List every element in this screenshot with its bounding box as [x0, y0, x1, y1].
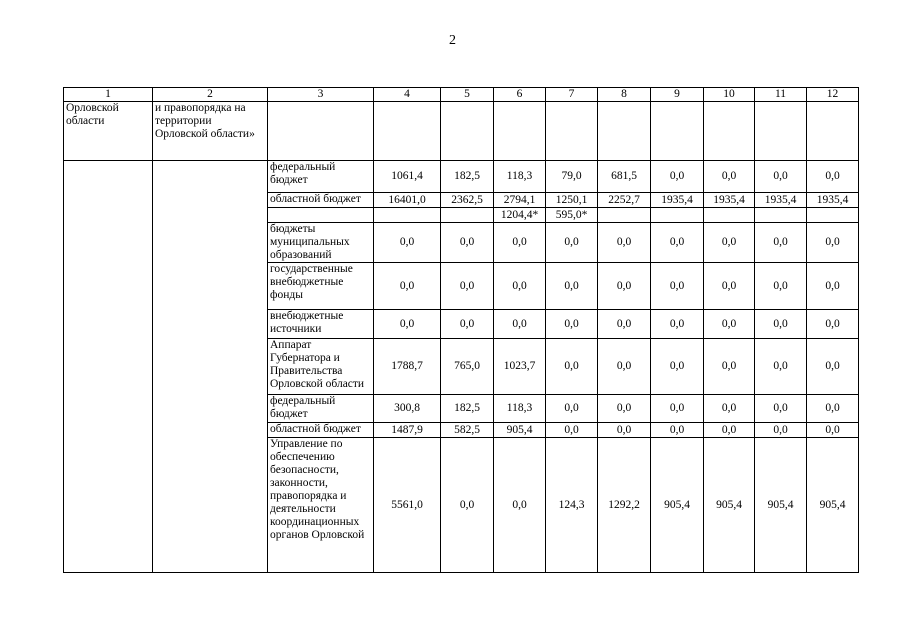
value-cell: 595,0*	[546, 208, 598, 223]
value-cell: 0,0	[651, 263, 704, 310]
value-cell: 1935,4	[807, 193, 859, 208]
value-cell: 182,5	[441, 395, 494, 423]
value-cell: 300,8	[374, 395, 441, 423]
value-cell: 1935,4	[651, 193, 704, 208]
source-label: Аппарат Губернатора и Правительства Орловской области	[268, 339, 374, 395]
value-cell: 0,0	[807, 339, 859, 395]
value-cell: 0,0	[704, 339, 755, 395]
value-cell: 0,0	[807, 263, 859, 310]
header-cell: 8	[598, 88, 651, 102]
source-label: внебюджетные источники	[268, 310, 374, 339]
empty-cell	[153, 161, 268, 573]
value-cell	[807, 208, 859, 223]
source-label: Управление по обеспечению безопасности, законности, правопорядка и деятельности координационных органов Орловской	[268, 438, 374, 573]
program-name-cell: и правопорядка на территории Орловской области»	[153, 102, 268, 161]
value-cell: 79,0	[546, 161, 598, 193]
value-cell: 0,0	[441, 310, 494, 339]
value-cell: 2252,7	[598, 193, 651, 208]
value-cell: 0,0	[598, 310, 651, 339]
value-cell: 2362,5	[441, 193, 494, 208]
value-cell	[374, 208, 441, 223]
value-cell: 1487,9	[374, 423, 441, 438]
value-cell: 0,0	[441, 263, 494, 310]
value-cell: 0,0	[704, 263, 755, 310]
header-cell: 7	[546, 88, 598, 102]
value-cell: 0,0	[374, 263, 441, 310]
header-cell: 5	[441, 88, 494, 102]
program-title-row	[64, 102, 859, 161]
value-cell: 0,0	[494, 438, 546, 573]
value-cell: 905,4	[807, 438, 859, 573]
value-cell: 1788,7	[374, 339, 441, 395]
value-cell: 0,0	[651, 223, 704, 263]
source-label: областной бюджет	[268, 193, 374, 208]
value-cell: 905,4	[651, 438, 704, 573]
header-row	[64, 88, 859, 102]
header-cell: 4	[374, 88, 441, 102]
value-cell: 5561,0	[374, 438, 441, 573]
value-cell: 118,3	[494, 161, 546, 193]
value-cell: 0,0	[755, 339, 807, 395]
value-cell: 681,5	[598, 161, 651, 193]
value-cell: 1204,4*	[494, 208, 546, 223]
value-cell: 0,0	[755, 423, 807, 438]
value-cell: 0,0	[494, 223, 546, 263]
value-cell: 1935,4	[704, 193, 755, 208]
header-cell: 2	[153, 88, 268, 102]
value-cell: 0,0	[598, 423, 651, 438]
source-label: федеральный бюджет	[268, 395, 374, 423]
value-cell: 118,3	[494, 395, 546, 423]
empty-cell	[64, 161, 153, 573]
header-cell: 3	[268, 88, 374, 102]
header-cell: 1	[64, 88, 153, 102]
value-cell: 0,0	[807, 161, 859, 193]
value-cell: 182,5	[441, 161, 494, 193]
value-cell	[441, 208, 494, 223]
value-cell	[651, 208, 704, 223]
value-cell: 0,0	[598, 223, 651, 263]
header-cell: 11	[755, 88, 807, 102]
source-label: областной бюджет	[268, 423, 374, 438]
value-cell: 0,0	[807, 395, 859, 423]
value-cell: 0,0	[651, 310, 704, 339]
value-cell: 765,0	[441, 339, 494, 395]
header-cell: 10	[704, 88, 755, 102]
value-cell: 0,0	[441, 223, 494, 263]
source-label	[268, 208, 374, 223]
value-cell: 0,0	[441, 438, 494, 573]
region-cell: Орловской области	[64, 102, 153, 161]
value-cell: 124,3	[546, 438, 598, 573]
budget-table	[63, 87, 859, 573]
value-cell: 0,0	[807, 310, 859, 339]
value-cell: 0,0	[494, 263, 546, 310]
value-cell: 0,0	[704, 423, 755, 438]
value-cell: 0,0	[546, 263, 598, 310]
table-row	[64, 161, 859, 193]
value-cell: 0,0	[704, 223, 755, 263]
value-cell: 0,0	[755, 310, 807, 339]
value-cell: 0,0	[704, 310, 755, 339]
value-cell: 0,0	[598, 263, 651, 310]
value-cell: 1935,4	[755, 193, 807, 208]
value-cell: 0,0	[755, 223, 807, 263]
source-label: бюджеты муниципальных образований	[268, 223, 374, 263]
value-cell: 0,0	[546, 339, 598, 395]
value-cell	[755, 208, 807, 223]
value-cell: 0,0	[374, 223, 441, 263]
value-cell: 582,5	[441, 423, 494, 438]
value-cell: 0,0	[704, 161, 755, 193]
value-cell: 905,4	[494, 423, 546, 438]
value-cell: 0,0	[598, 339, 651, 395]
value-cell: 0,0	[546, 423, 598, 438]
header-cell: 9	[651, 88, 704, 102]
value-cell: 2794,1	[494, 193, 546, 208]
page-number: 2	[449, 33, 456, 48]
value-cell: 0,0	[546, 223, 598, 263]
value-cell: 0,0	[651, 339, 704, 395]
value-cell: 0,0	[755, 263, 807, 310]
value-cell	[704, 208, 755, 223]
value-cell: 1061,4	[374, 161, 441, 193]
source-label: государственные внебюджетные фонды	[268, 263, 374, 310]
value-cell: 905,4	[755, 438, 807, 573]
value-cell: 0,0	[494, 310, 546, 339]
value-cell: 0,0	[598, 395, 651, 423]
source-label: федеральный бюджет	[268, 161, 374, 193]
value-cell: 1292,2	[598, 438, 651, 573]
header-cell: 6	[494, 88, 546, 102]
value-cell: 0,0	[755, 395, 807, 423]
value-cell: 0,0	[546, 310, 598, 339]
value-cell: 0,0	[807, 423, 859, 438]
value-cell: 16401,0	[374, 193, 441, 208]
value-cell: 0,0	[807, 223, 859, 263]
value-cell: 0,0	[374, 310, 441, 339]
value-cell: 0,0	[651, 423, 704, 438]
value-cell	[598, 208, 651, 223]
value-cell: 0,0	[755, 161, 807, 193]
value-cell: 0,0	[546, 395, 598, 423]
header-cell: 12	[807, 88, 859, 102]
value-cell: 905,4	[704, 438, 755, 573]
value-cell: 0,0	[651, 395, 704, 423]
value-cell: 1023,7	[494, 339, 546, 395]
value-cell: 0,0	[651, 161, 704, 193]
value-cell: 1250,1	[546, 193, 598, 208]
value-cell: 0,0	[704, 395, 755, 423]
